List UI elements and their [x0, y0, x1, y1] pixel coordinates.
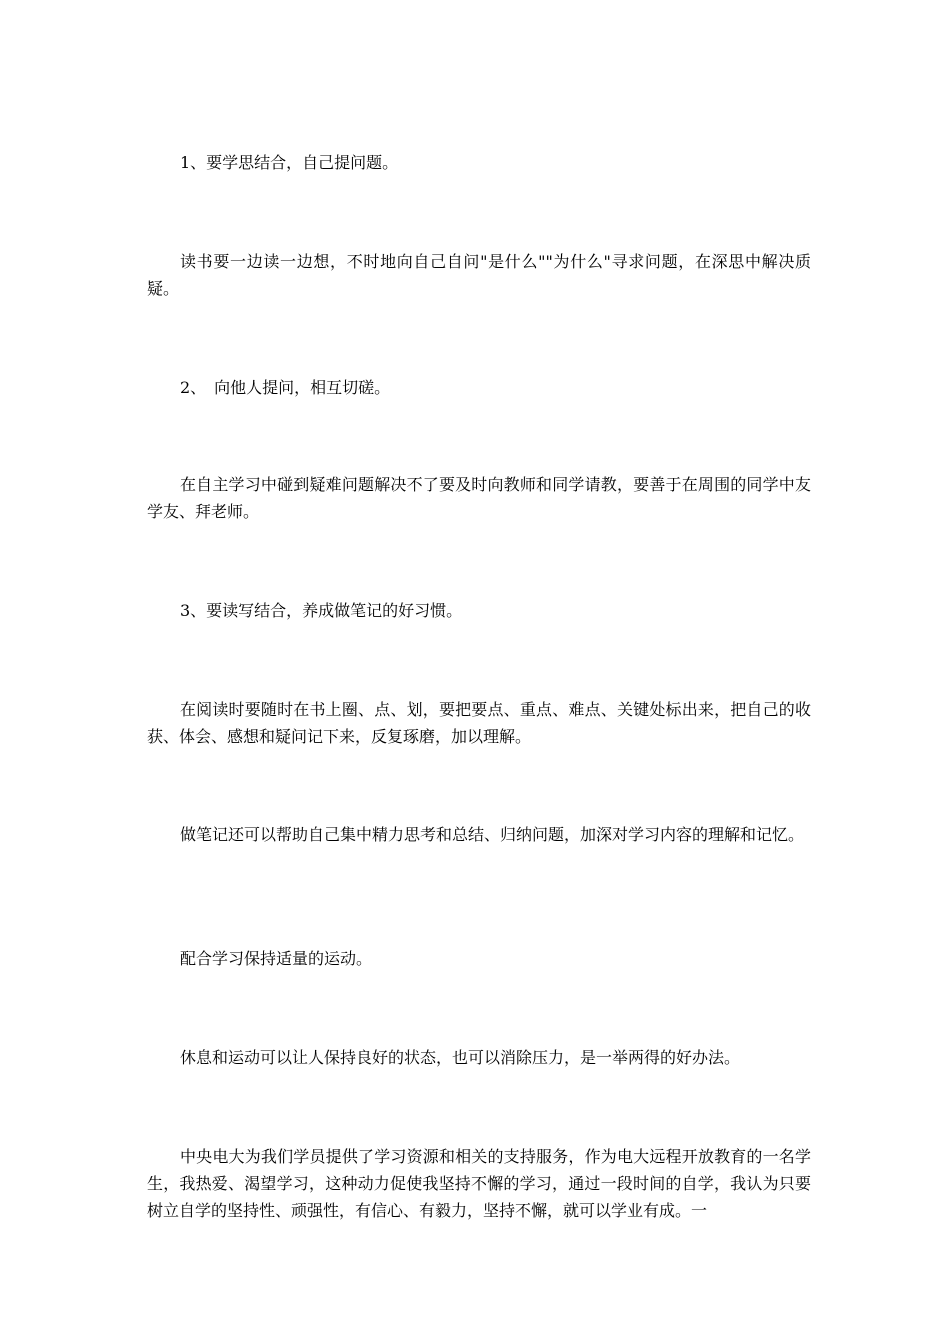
- paragraph-conclusion: 中央电大为我们学员提供了学习资源和相关的支持服务，作为电大远程开放教育的一名学生，我热爱、渴望学习，这种动力促使我坚持不懈的学习，通过一段时间的自学，我认为只要树立自学的坚持性、顽强性，有信心、有毅力，坚持不懈，就可以学业有成。一: [147, 1147, 811, 1220]
- paragraph-rest-exercise: 休息和运动可以让人保持良好的状态，也可以消除压力，是一举两得的好办法。: [180, 1048, 741, 1067]
- paragraph-reading-thinking: 读书要一边读一边想，不时地向自己自问"是什么""为什么"寻求问题，在深思中解决质疑。: [147, 252, 811, 298]
- heading-2-ask-others: 2、 向他人提问，相互切磋。: [180, 378, 391, 397]
- paragraph-marking-books: 在阅读时要随时在书上圈、点、划，要把要点、重点、难点、关键处标出来，把自己的收获、体会、感想和疑问记下来，反复琢磨，加以理解。: [147, 700, 811, 746]
- paragraph-ask-teachers: 在自主学习中碰到疑难问题解决不了要及时向教师和同学请教，要善于在周围的同学中友学友、拜老师。: [147, 475, 811, 521]
- heading-3-note-taking: 3、要读写结合，养成做笔记的好习惯。: [180, 601, 463, 620]
- heading-exercise: 配合学习保持适量的运动。: [180, 949, 373, 968]
- heading-1-self-questioning: 1、要学思结合，自己提问题。: [180, 153, 399, 172]
- paragraph-notes-benefits: 做笔记还可以帮助自己集中精力思考和总结、归纳问题，加深对学习内容的理解和记忆。: [180, 825, 805, 844]
